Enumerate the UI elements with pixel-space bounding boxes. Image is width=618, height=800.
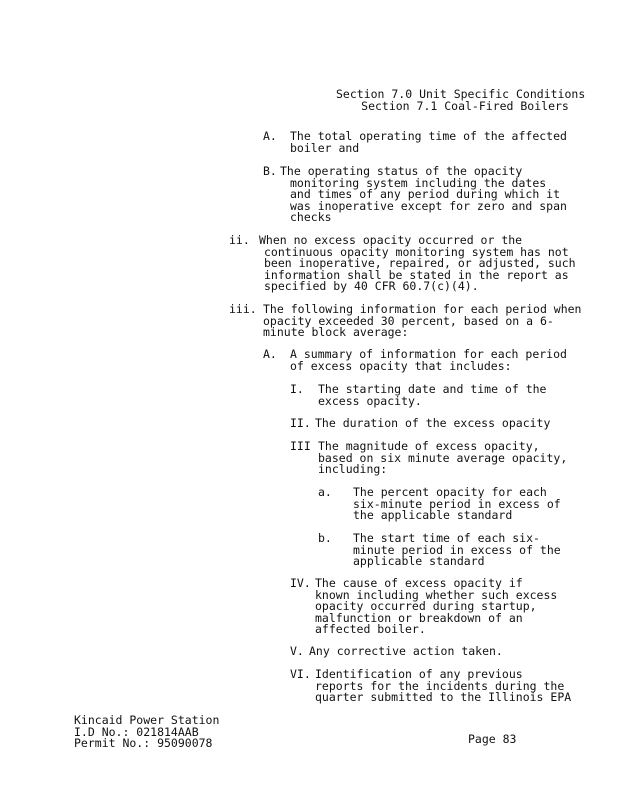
item-ii-marker: ii. <box>229 233 250 247</box>
item-b-marker: b. <box>318 531 332 545</box>
section-header-line-2: Section 7.1 Coal-Fired Boilers <box>361 98 569 113</box>
item-VI-line-1: Identification of any previous <box>315 667 523 681</box>
item-V-line-1: Any corrective action taken. <box>309 644 503 658</box>
item-ii-line-4: information shall be stated in the report as <box>264 267 569 282</box>
item-V-text <box>309 646 503 658</box>
item-ii-line-3: been inoperative, repaired, or adjusted, such <box>264 256 576 271</box>
item-A-total-line-2: boiler and <box>290 140 360 155</box>
item-IV-line-1: The cause of excess opacity if <box>315 576 523 590</box>
footer-left <box>74 715 219 750</box>
item-III-line-1: The magnitude of excess opacity, <box>318 439 540 453</box>
item-a-line-2: six-minute period in excess of <box>353 496 561 511</box>
item-ii-text <box>259 235 576 293</box>
item-a-line-1: The percent opacity for each <box>353 485 547 499</box>
item-VI-marker: VI. <box>290 667 311 681</box>
item-ii-line-2: continuous opacity monitoring system has not <box>264 244 569 259</box>
item-a-marker: a. <box>318 485 332 499</box>
item-B-status-text <box>280 166 567 224</box>
item-A-summary-line-2: of excess opacity that includes: <box>290 358 512 373</box>
item-B-status-line-2: monitoring system including the dates <box>290 175 547 190</box>
item-I-line-1: The starting date and time of the <box>318 382 547 396</box>
item-II-marker: II. <box>290 416 311 430</box>
item-IV-text <box>315 578 557 636</box>
item-I-text <box>318 384 546 407</box>
item-a-line-3: the applicable standard <box>353 508 513 523</box>
item-II-line-1: The duration of the excess opacity <box>315 416 551 430</box>
item-A-summary-marker: A. <box>263 347 277 361</box>
item-III-text <box>318 441 567 476</box>
item-iii-line-2: opacity exceeded 30 percent, based on a 6- <box>263 313 554 328</box>
item-iii-marker: iii. <box>229 302 257 316</box>
item-IV-marker: IV. <box>290 576 311 590</box>
item-VI-line-2: reports for the incidents during the <box>315 678 565 693</box>
item-III-marker: III <box>290 439 311 453</box>
item-iii-line-1: The following information for each period when <box>263 302 582 316</box>
item-A-total-marker: A. <box>263 129 277 143</box>
item-A-summary-text <box>290 349 567 372</box>
item-IV-line-5: affected boiler. <box>315 622 426 637</box>
footer-permit: Permit No.: 95090078 <box>74 736 213 751</box>
item-iii-line-3: minute block average: <box>263 325 409 340</box>
item-iii-text <box>263 304 582 339</box>
item-a-text <box>353 487 561 522</box>
section-header-line-1: Section 7.0 Unit Specific Conditions <box>336 87 586 101</box>
item-III-line-2: based on six minute average opacity, <box>318 450 568 465</box>
item-b-line-2: minute period in excess of the <box>353 542 561 557</box>
item-IV-line-3: opacity occurred during startup, <box>315 599 537 614</box>
item-b-text <box>353 533 561 568</box>
item-A-total-text <box>290 131 567 154</box>
item-ii-line-5: specified by 40 CFR 60.7(c)(4). <box>264 279 479 294</box>
item-III-line-3: including: <box>318 462 388 477</box>
item-b-line-1: The start time of each six- <box>353 531 540 545</box>
item-B-status-line-5: checks <box>290 210 332 225</box>
item-A-summary-line-1: A summary of information for each period <box>290 347 567 361</box>
item-B-status-line-3: and times of any period during which it <box>290 187 561 202</box>
item-IV-line-4: malfunction or breakdown of an <box>315 610 523 625</box>
section-header <box>336 87 586 113</box>
item-IV-line-2: known including whether such excess <box>315 587 558 602</box>
item-B-status-line-4: was inoperative except for zero and span <box>290 198 567 213</box>
item-VI-text <box>315 669 571 704</box>
item-I-line-2: excess opacity. <box>318 393 422 408</box>
item-B-status-line-1: The operating status of the opacity <box>280 164 523 178</box>
item-ii-line-1: When no excess opacity occurred or the <box>259 233 523 247</box>
item-A-total-line-1: The total operating time of the affected <box>290 129 567 143</box>
item-I-marker: I. <box>290 382 304 396</box>
item-V-marker: V. <box>290 644 304 658</box>
footer-station: Kincaid Power Station <box>74 713 220 727</box>
item-VI-line-3: quarter submitted to the Illinois EPA <box>315 690 572 705</box>
item-b-line-3: applicable standard <box>353 554 485 569</box>
item-II-text <box>315 418 550 430</box>
footer-id: I.D No.: 021814AAB <box>74 724 199 739</box>
item-B-status-marker: B. <box>263 164 277 178</box>
footer-page-number: Page 83 <box>468 732 517 746</box>
